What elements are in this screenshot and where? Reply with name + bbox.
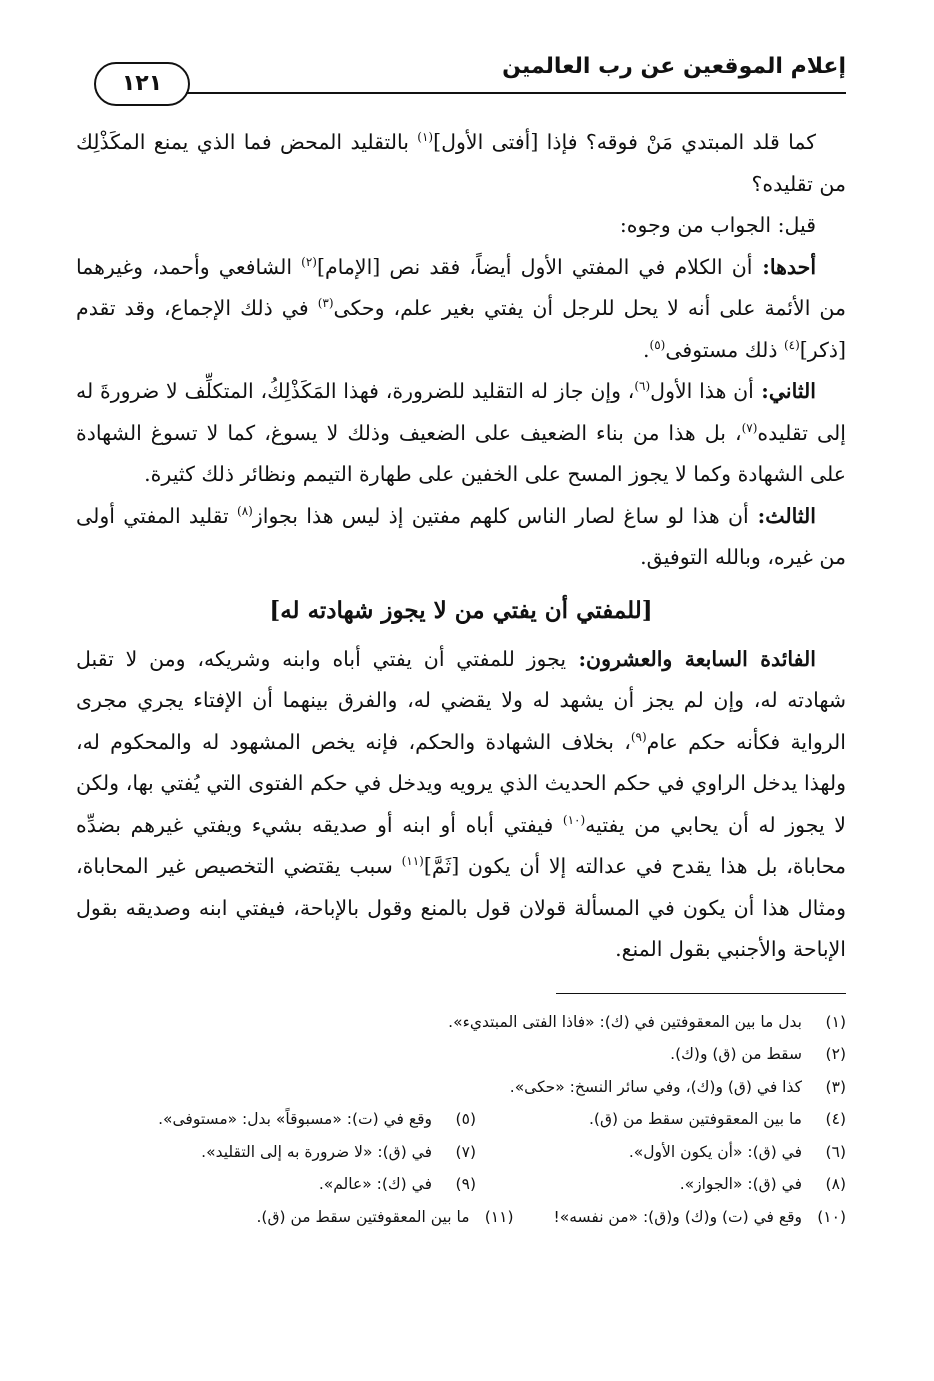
paragraph-4: الثاني: أن هذا الأول$^{(٦)}$، وإن جاز له التقليد للضرورة، فهذا المَكَذْلِكُ، المتكلِّف لا ضرورةَ له إلى تقليده$^{(٧)}$، بل هذا من بناء الضعيف على الضعيف وذلك لا يسوغ، كما لا تسوغ الشهادة على الشهادة وكما لا يجوز المسح على الخفين على طهارة التيمم ونظائر ذلك كثيرة. (76, 379, 846, 486)
footnote-ref: (٤) (783, 337, 800, 352)
footnote-ref: (٣) (317, 296, 334, 311)
footnote-2: (٢) سقط من (ق) و(ك). (670, 1045, 846, 1063)
footnote-5: (٥) وقع في (ت): «مسبوقاً» بدل: «مستوفى». (158, 1110, 476, 1128)
header-rule (186, 92, 846, 94)
footnote-divider (556, 993, 846, 994)
book-page (76, 50, 846, 1350)
footnotes (76, 1006, 846, 1234)
point-label: الثالث: (748, 503, 816, 528)
footnote-4: (٤) ما بين المعقوفتين سقط من (ق). (588, 1110, 846, 1128)
footnote-7: (٧) في (ق): «لا ضرورة به إلى التقليد». (201, 1142, 476, 1161)
footnote-ref: (١) (417, 130, 434, 145)
footnote-row (76, 1038, 846, 1071)
paragraph-5: الثالث: أن هذا لو ساغ لصار الناس كلهم مفتين إذ ليس هذا بجواز$^{(٨)}$ تقليد المفتي أولى من غيره، وبالله التوفيق. (76, 503, 846, 569)
running-title: إعلام الموقعين عن رب العالمين (502, 54, 846, 79)
paragraph-2: قيل: الجواب من وجوه: (619, 213, 816, 237)
point-label: أحدها: (752, 254, 817, 279)
footnote-6: (٦) في (ق): «أن يكون الأول». (628, 1142, 846, 1161)
footnote-row (76, 1006, 846, 1039)
footnote-row (76, 1136, 846, 1169)
footnote-row (76, 1103, 846, 1136)
paragraph-6: الفائدة السابعة والعشرون: يجوز للمفتي أن يفتي أباه وابنه وشريكه، ومن لا تقبل شهادته له، وإن لم يجز أن يشهد له ولا يقضي له، والفرق بينهما أن الإفتاء يجري مجرى الرواية فكأنه حكم عام$^{(٩)}$، بخلاف الشهادة والحكم، فإنه يخص المشهود له والمحكوم له، ولهذا يدخل الراوي في حكم الحديث الذي يرويه ويدخل في حكم الفتوى التي يُفتي بها، ولكن لا يجوز له أن يحابي من يفتيه$^{(١٠)}$ فيفتي أباه أو ابنه أو صديقه بشيء ويفتي غيرهم بضدِّه محاباة، بل هذا يقدح في عدالته إلا أن يكون [ثَمَّ]$^{(١١)}$ سبب يقتضي التخصيص غير المحاباة، ومثال هذا أن يكون في المسألة قولان قول بالمنع وقول بالإباحة، فيفتي ابنه وصديقه بقول الإباحة والأجنبي بقول المنع. (76, 646, 847, 961)
footnote-9: (٩) في (ك): «عالم». (318, 1175, 476, 1193)
page-header (76, 50, 846, 98)
footnote-ref: (٨) (237, 503, 253, 518)
footnote-row (76, 1168, 846, 1201)
footnote-ref: (١١) (401, 854, 424, 869)
footnote-1: (١) بدل ما بين المعقوفتين في (ك): «فاذا الفتى المبتديء». (448, 1012, 846, 1031)
paragraph-3: أحدها: أن الكلام في المفتي الأول أيضاً، فقد نص [الإمام]$^{(٢)}$ الشافعي وأحمد، وغيرهما من الأئمة على أنه لا يحل للرجل أن يفتي بغير علم، وحكى$^{(٣)}$ في ذلك الإجماع، وقد تقدم [ذكر]$^{(٤)}$ ذلك مستوفى$^{(٥)}$. (76, 254, 846, 362)
footnote-row (76, 1201, 846, 1234)
main-text (76, 122, 846, 971)
footnote-ref: (١٠) (562, 812, 586, 827)
footnote-ref: (٥) (649, 337, 666, 352)
footnote-11: (١١) ما بين المعقوفتين سقط من (ق). (256, 1207, 514, 1226)
page-number: ١٢١ (94, 62, 190, 106)
paragraph-1: كما قلد المبتدي مَنْ فوقه؟ فإذا [أفتى الأول]$^{(١)}$ بالتقليد المحض فما الذي يمنع المكَذْلِك من تقليده؟ (76, 130, 846, 196)
footnote-ref: (٩) (630, 729, 647, 744)
footnote-ref: (٧) (741, 420, 758, 435)
point-label: الفائدة السابعة والعشرون: (566, 646, 816, 671)
footnote-row (76, 1071, 846, 1104)
point-label: الثاني: (753, 379, 816, 403)
footnote-3: (٣) كذا في (ق) و(ك)، وفي سائر النسخ: «حكى». (509, 1077, 846, 1096)
footnote-8: (٨) في (ق): «الجواز». (679, 1175, 846, 1193)
footnote-10: (١٠) وقع في (ت) و(ك) و(ق): «من نفسه»! (553, 1207, 846, 1226)
footnote-ref: (٢) (301, 254, 317, 269)
section-heading: [للمفتي أن يفتي من لا يجوز شهادته له] (269, 596, 653, 624)
footnote-ref: (٦) (634, 379, 651, 394)
